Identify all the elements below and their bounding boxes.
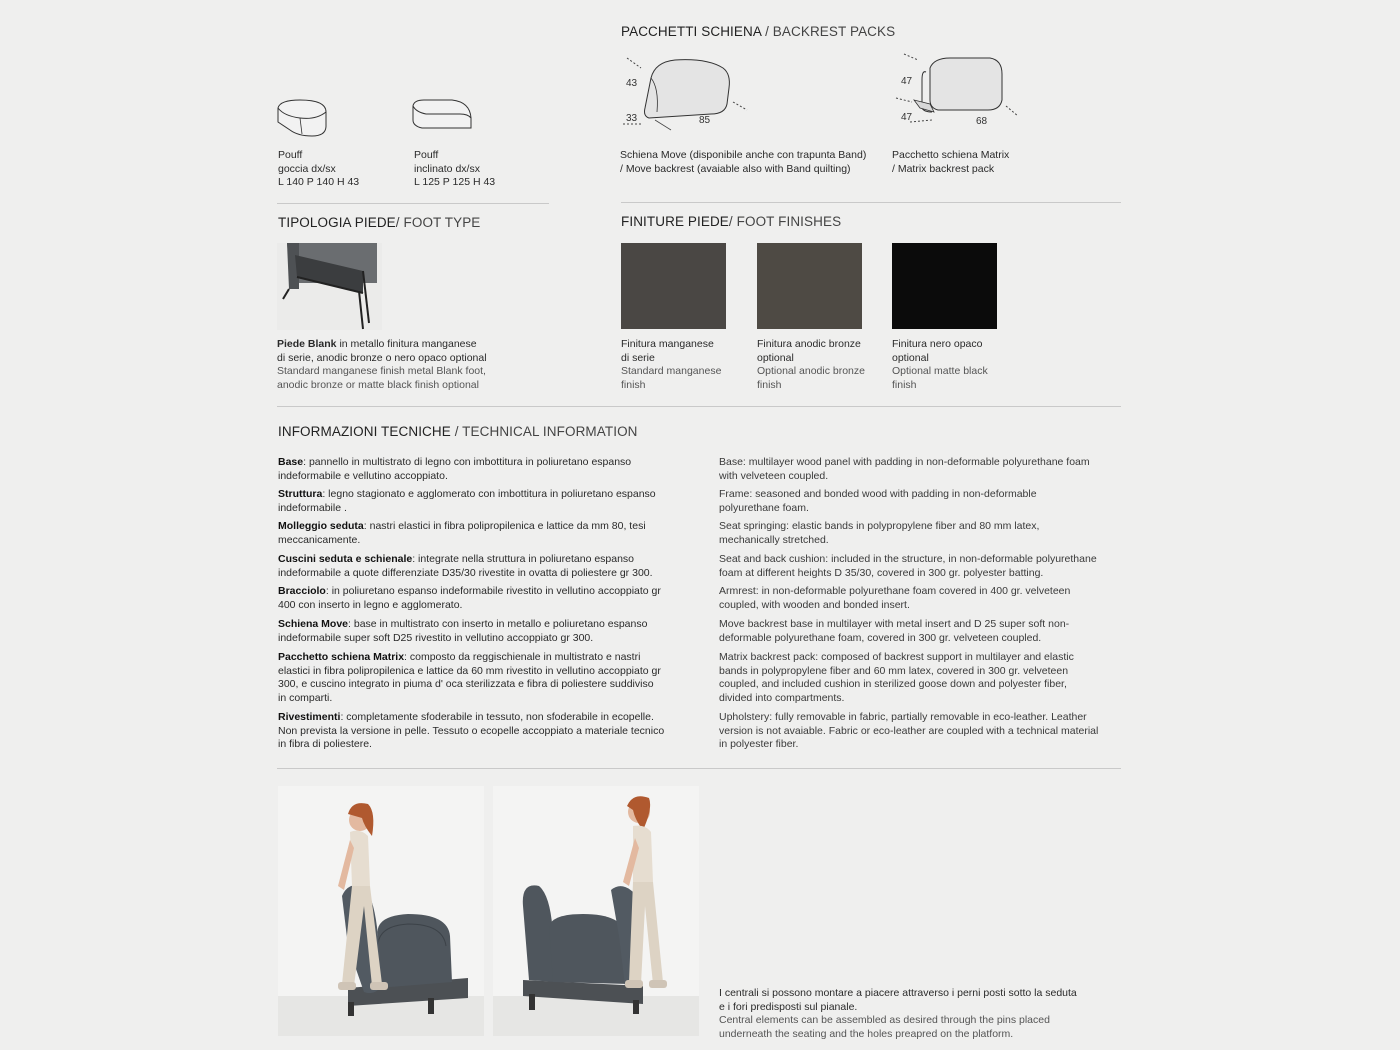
divider bbox=[277, 406, 1121, 407]
move-dim-height: 43 bbox=[626, 78, 638, 89]
backrest-title: PACCHETTI SCHIENA / BACKREST PACKS bbox=[621, 24, 896, 39]
tech-row-base-en: Base: multilayer wood panel with padding in non-deformable polyurethane foam with velveteen coupled. bbox=[719, 456, 1090, 482]
tech-row-matrix-en: Matrix backrest pack: composed of backrest support in multilayer and elastic bands in polypropylene fiber and 60 mm latex, covered in 300 gr. velveteen coupled, and included cushion in sterilized goose down and polyester fiber, divided into compartments. bbox=[719, 651, 1074, 704]
finish-caption-manganese: Finitura manganese di serie Standard manganese finish bbox=[621, 338, 722, 391]
move-dim-depth: 33 bbox=[626, 113, 638, 124]
assembly-photo-right bbox=[493, 786, 699, 1036]
divider bbox=[621, 202, 1121, 203]
tech-row-springing-it: Molleggio seduta: nastri elastici in fibra polipropilenica e lattice da mm 80, tesi meccanicamente. bbox=[278, 520, 646, 546]
finish-caption-matte-black: Finitura nero opaco optional Optional matte black finish bbox=[892, 338, 988, 391]
tech-row-upholstery-en: Upholstery: fully removable in fabric, partially removable in eco-leather. Leather version is not avaiable. Fabric or eco-leather are coupled with a technical material in polyester fiber. bbox=[719, 711, 1099, 750]
tech-title: INFORMAZIONI TECNICHE / TECHNICAL INFORMATION bbox=[278, 424, 638, 439]
move-dim-width: 85 bbox=[699, 115, 711, 126]
tech-row-move-it: Schiena Move: base in multistrato con inserto in metallo e poliuretano espanso indeformabile super soft D25 rivestito in vellutino accoppiato gr 300. bbox=[278, 618, 648, 644]
tech-row-springing-en: Seat springing: elastic bands in polypropylene fiber and 80 mm latex, mechanically stretched. bbox=[719, 520, 1040, 546]
matrix-dim-width: 68 bbox=[976, 116, 988, 127]
tech-row-frame-en: Frame: seasoned and bonded wood with padding in non-deformable polyurethane foam. bbox=[719, 488, 1037, 514]
move-backrest-drawing bbox=[615, 50, 755, 135]
finish-swatch-anodic-bronze bbox=[757, 243, 862, 329]
pouff-inclinato-caption: Pouff inclinato dx/sx L 125 P 125 H 43 bbox=[414, 149, 496, 188]
pouff-inclinato-drawing bbox=[410, 96, 476, 136]
tech-row-upholstery-it: Rivestimenti: completamente sfoderabile in tessuto, non sfoderabile in ecopelle. Non prevista la versione in pelle. Tessuto o ecopelle accoppiato a materiale tecnico in fibra di poliestere. bbox=[278, 711, 665, 750]
tech-row-matrix-it: Pacchetto schiena Matrix: composto da reggischienale in multistrato e nastri elastici in fibra polipropilenica e lattice da 60 mm rivestito in vellutino accoppiato gr 300, e cuscino integrato in piuma d' oca sterilizzata e fibra di poliestere suddiviso in comparti. bbox=[278, 651, 661, 704]
tech-row-cushions-it: Cuscini seduta e schienale: integrate nella struttura in poliuretano espanso indeformabile a quote differenziate D35/30 rivestite in ovatta di poliestere gr 300. bbox=[278, 553, 653, 579]
pouff-goccia-drawing bbox=[274, 96, 334, 144]
matrix-backrest-drawing bbox=[890, 50, 1030, 135]
divider bbox=[277, 203, 549, 204]
foot-type-desc: Piede Blank in metallo finitura manganese di serie, anodic bronze o nero opaco optional Standard manganese finish metal Blank foot, anodic bronze or matte black finish optional bbox=[277, 338, 487, 391]
finish-swatch-matte-black bbox=[892, 243, 997, 329]
tech-row-armrest-it: Bracciolo: in poliuretano espanso indeformabile rivestito in vellutino accoppiato gr 400 con inserto in legno e agglomerato. bbox=[278, 585, 661, 611]
tech-row-frame-it: Struttura: legno stagionato e agglomerato con imbottitura in poliuretano espanso indeformabile . bbox=[278, 488, 656, 514]
foot-blank-photo bbox=[277, 243, 382, 330]
pouff-goccia-caption: Pouff goccia dx/sx L 140 P 140 H 43 bbox=[278, 149, 360, 188]
finish-swatch-manganese bbox=[621, 243, 726, 329]
assembly-caption: I centrali si possono montare a piacere attraverso i perni posti sotto la seduta e i fori predisposti sul pianale. Central elements can be assembled as desired through the pins placed underneath the seating and the holes preapred on the platform. bbox=[719, 987, 1077, 1040]
tech-row-base-it: Base: pannello in multistrato di legno con imbottitura in poliuretano espanso indeformabile e vellutino accoppiato. bbox=[278, 456, 632, 482]
foot-type-title: TIPOLOGIA PIEDE/ FOOT TYPE bbox=[278, 215, 481, 230]
matrix-dim-height: 47 bbox=[901, 76, 913, 87]
finish-caption-anodic-bronze: Finitura anodic bronze optional Optional anodic bronze finish bbox=[757, 338, 865, 391]
matrix-backrest-caption: Pacchetto schiena Matrix / Matrix backrest pack bbox=[892, 149, 1010, 175]
matrix-dim-depth: 47 bbox=[901, 112, 913, 123]
assembly-photo-left bbox=[278, 786, 484, 1036]
divider bbox=[277, 768, 1121, 769]
tech-row-move-en: Move backrest base in multilayer with metal insert and D 25 super soft non-deformable polyurethane foam, covered in 300 gr. velveteen coupled. bbox=[719, 618, 1070, 644]
foot-finishes-title: FINITURE PIEDE/ FOOT FINISHES bbox=[621, 214, 842, 229]
tech-row-cushions-en: Seat and back cushion: included in the structure, in non-deformable polyurethane foam at different heights D 35/30, covered in 300 gr. polyester batting. bbox=[719, 553, 1097, 579]
tech-row-armrest-en: Armrest: in non-deformable polyurethane foam covered in 400 gr. velveteen coupled, with wooden and bonded insert. bbox=[719, 585, 1071, 611]
move-backrest-caption: Schiena Move (disponibile anche con trapunta Band) / Move backrest (avaiable also with Band quilting) bbox=[620, 149, 867, 175]
